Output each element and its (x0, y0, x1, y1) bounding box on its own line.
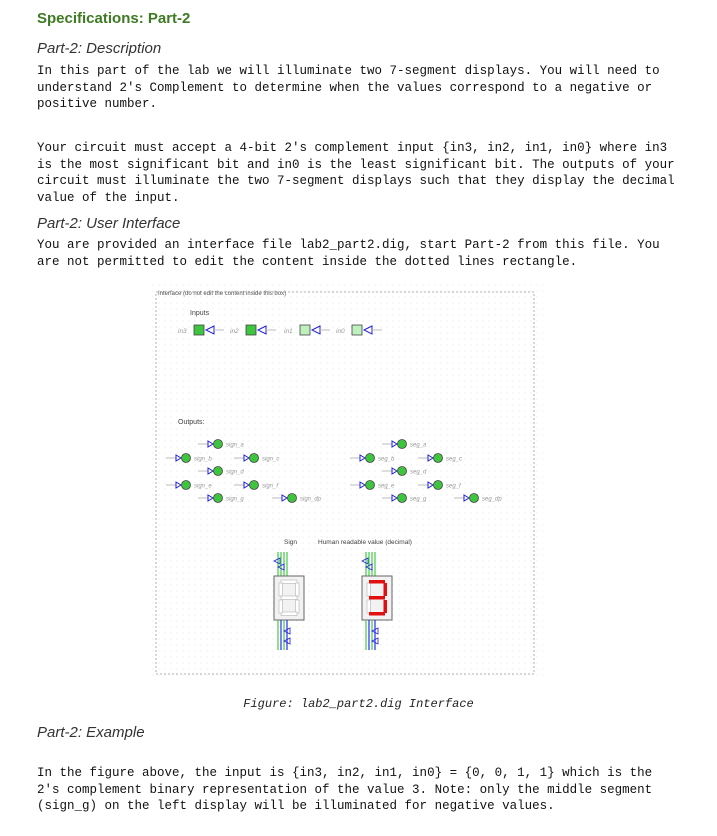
input-switch-on[interactable] (246, 325, 256, 335)
led-icon (434, 454, 443, 463)
inputs-label: Inputs (190, 310, 210, 317)
led-icon (398, 467, 407, 476)
description-para-1: In this part of the lab we will illuminate two 7-segment displays. You will need to understand 2's Complement to determine when the values correspond to a negative or positive number. (37, 64, 668, 111)
output-label: seg_e (378, 483, 395, 490)
led-icon (398, 440, 407, 449)
output-label: sign_dp (300, 496, 322, 503)
led-icon (182, 454, 191, 463)
output-label: seg_a (410, 442, 427, 449)
output-label: seg_d (410, 469, 427, 476)
led-icon (470, 494, 479, 503)
output-label: seg_g (410, 496, 427, 503)
output-label: seg_dp (482, 496, 502, 503)
description-heading: Part-2: Description (37, 40, 162, 57)
section-title: Specifications: Part-2 (37, 10, 191, 27)
output-label: sign_a (226, 442, 244, 449)
outputs-label: Outputs: (178, 419, 205, 426)
output-label: seg_b (378, 456, 395, 463)
led-icon (214, 440, 223, 449)
input-label: in1 (284, 328, 293, 335)
output-label: sign_c (262, 456, 280, 463)
led-icon (398, 494, 407, 503)
box-title: Interface (do not edit the content inside this box) (158, 291, 287, 297)
output-label: sign_d (226, 469, 244, 476)
led-icon (214, 467, 223, 476)
led-icon (366, 454, 375, 463)
led-icon (288, 494, 297, 503)
ui-heading: Part-2: User Interface (37, 215, 181, 232)
ui-para: You are provided an interface file lab2_part2.dig, start Part-2 from this file. You are not permitted to edit the content inside the dotted lines rectangle. (37, 238, 668, 269)
display-label-sign: Sign (284, 539, 298, 546)
interface-figure (150, 282, 543, 680)
output-label: seg_f (446, 483, 461, 490)
led-icon (250, 481, 259, 490)
description-para-2: Your circuit must accept a 4-bit 2's complement input {in3, in2, in1, in0} where in3 is the most significant bit and in0 is the least significant bit. The outputs of your circuit must illuminate the two 7-segment displays such that they display the decimal value of the input. (37, 141, 683, 205)
example-para: In the figure above, the input is {in3, in2, in1, in0} = {0, 0, 1, 1} which is the 2's complement binary representation of the value 3. Note: only the middle segment (sign_g) on the left display will be illuminated for negative values. (37, 766, 660, 813)
input-switch[interactable] (352, 325, 362, 335)
input-switch[interactable] (300, 325, 310, 335)
led-icon (182, 481, 191, 490)
input-label: in0 (336, 328, 345, 335)
display-label-value: Human readable value (decimal) (318, 539, 412, 546)
interface-diagram (150, 282, 543, 680)
led-icon (366, 481, 375, 490)
example-heading: Part-2: Example (37, 724, 145, 741)
input-label: in2 (230, 328, 239, 335)
led-icon (434, 481, 443, 490)
input-switch-on[interactable] (194, 325, 204, 335)
output-label: sign_f (262, 483, 279, 490)
figure-caption: Figure: lab2_part2.dig Interface (243, 697, 474, 711)
output-label: seg_c (446, 456, 463, 463)
led-icon (214, 494, 223, 503)
output-label: sign_e (194, 483, 212, 490)
input-label: in3 (178, 328, 187, 335)
output-label: sign_b (194, 456, 212, 463)
led-icon (250, 454, 259, 463)
output-label: sign_g (226, 496, 244, 503)
grid-background (150, 282, 543, 680)
